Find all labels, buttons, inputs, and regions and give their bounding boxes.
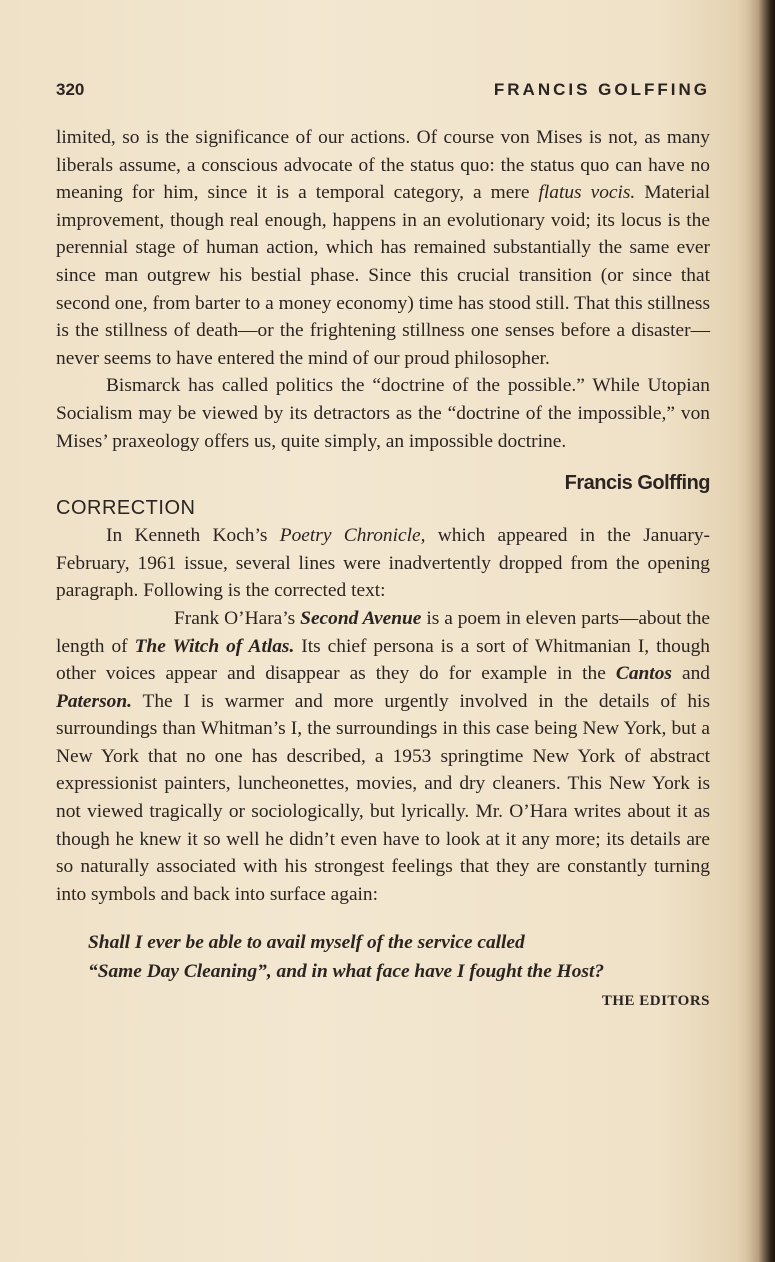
correction-intro-italic: Poetry Chronicle, — [279, 525, 426, 547]
title-cantos: Cantos — [615, 663, 672, 685]
correction-intro-a: In Kenneth Koch’s — [106, 525, 280, 547]
running-head: FRANCIS GOLFFING — [493, 80, 710, 99]
title-second-avenue: Second Avenue — [300, 607, 422, 629]
paragraph-1-italic: flatus vocis. — [538, 182, 636, 204]
corrected-text-d: and — [671, 663, 710, 685]
corrected-text-b: is a poem in eleven parts—about the length of — [56, 607, 710, 657]
section-heading: CORRECTION — [56, 497, 196, 520]
paragraph-1-text: limited, so is the significance of our actions. Of course von Mises is not, as many liberals assume, a conscious advocate of the status quo: the status quo can have no meaning for him, since it is a temporal category, a mere — [56, 127, 710, 204]
corrected-text-a: Frank O’Hara’s — [174, 607, 301, 629]
page-number: 320 — [56, 80, 85, 99]
book-spine-shadow — [747, 0, 775, 1262]
corrected-text — [56, 605, 710, 909]
editors-sign-off: THE EDITORS — [601, 993, 710, 1010]
correction-intro — [56, 522, 710, 605]
corrected-text-c: Its chief persona is a sort of Whitmanian I, though other voices appear and disappear as they do for example in the — [56, 635, 710, 685]
correction-intro-b: which appeared in the January-February, 1961 issue, several lines were inadvertently dropped from the opening paragraph. Following is the corrected text: — [56, 525, 710, 602]
page-header — [56, 80, 710, 104]
author-signature: Francis Golffing — [564, 472, 710, 495]
title-paterson: Paterson. — [56, 690, 132, 712]
paragraph-1 — [56, 124, 710, 372]
paragraph-2: Bismarck has called politics the “doctrine of the possible.” While Utopian Socialism may be viewed by its detractors as the “doctrine of the impossible,” von Mises’ praxeology offers us, quite simply, an impossible doctrine. — [56, 375, 710, 452]
title-witch-of-atlas: The Witch of Atlas. — [134, 635, 295, 657]
verse-quote — [56, 928, 710, 986]
verse-line-1: Shall I ever be able to avail myself of the service called — [88, 932, 525, 954]
corrected-text-e: The I is warmer and more urgently involved in the details of his surroundings than Whitman’s I, the surroundings in this case being New York, but a New York that no one has described, a 1953 springtime New York of abstract expressionist painters, luncheonettes, movies, and dry cleaners. This New York is not viewed tragically or sociologically, but lyrically. Mr. O’Hara writes about it as though he knew it so well he didn’t even have to look at it any more; its details are so naturally associated with his strongest feelings that they are constantly turning into symbols and back into surface again: — [56, 690, 710, 905]
verse-line-2: “Same Day Cleaning”, and in what face have I fought the Host? — [88, 961, 605, 983]
paragraph-1-rest: Material improvement, though real enough, happens in an evolutionary void; its locus is the perennial stage of human action, which has remained substantially the same ever since man outgrew his bestial phase. Since this crucial transition (or since that second one, from barter to a money economy) time has stood still. That this stillness is the stillness of death—or the frightening stillness one senses before a disaster—never seems to have entered the mind of our proud philosopher. — [56, 182, 711, 369]
page-body — [56, 124, 710, 1012]
